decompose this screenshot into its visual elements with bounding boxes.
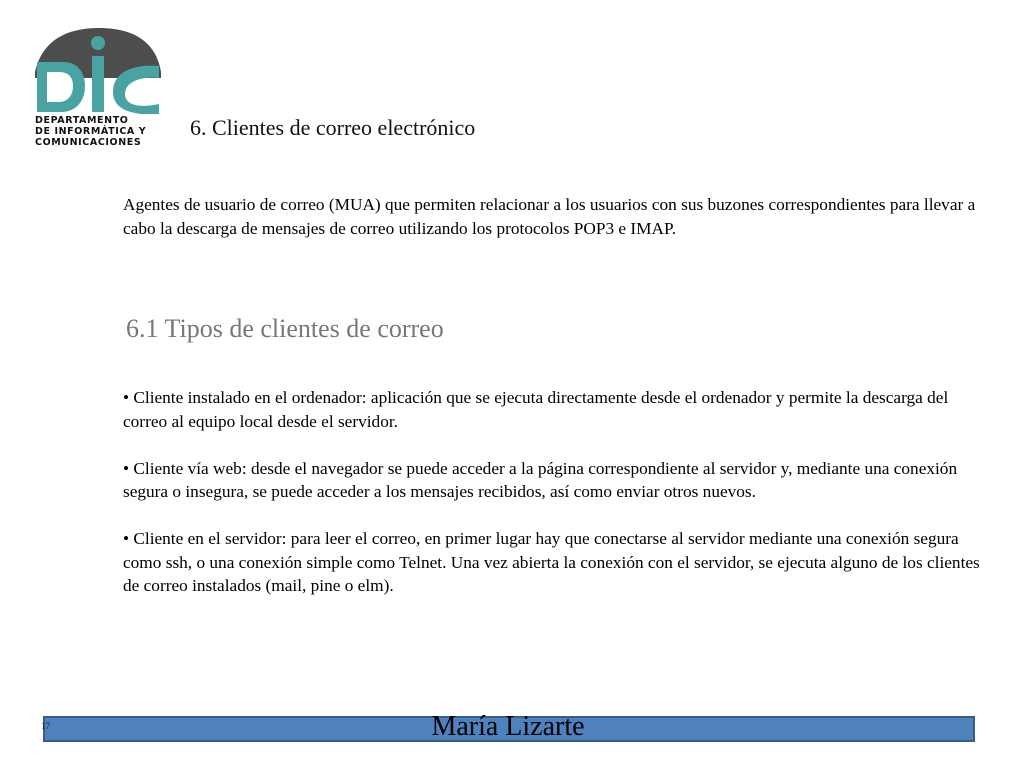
page-number: 17 xyxy=(41,721,50,731)
dic-logo-icon xyxy=(33,28,165,114)
list-item: • Cliente vía web: desde el navegador se puede acceder a la página correspondiente al servidor y, mediante una conexión segura o insegura, se puede acceder a los mensajes recibidos, así como enviar otros nuevos. xyxy=(123,458,958,501)
intro-paragraph: Agentes de usuario de correo (MUA) que permiten relacionar a los usuarios con sus buzones correspondientes para llevar a cabo la descarga de mensajes de correo utilizando los protocolos POP3 e IMAP. xyxy=(123,195,976,238)
section-subtitle: 6.1 Tipos de clientes de correo xyxy=(126,314,444,343)
client-types-list xyxy=(123,386,993,621)
logo-caption-line-1: DEPARTAMENTO xyxy=(35,115,129,126)
footer-author: María Lizarte xyxy=(431,711,585,742)
department-logo xyxy=(33,28,165,154)
logo-caption xyxy=(35,115,165,148)
list-item: • Cliente instalado en el ordenador: aplicación que se ejecuta directamente desde el ordenador y permite la descarga del correo al equipo local desde el servidor. xyxy=(123,388,949,431)
list-item: • Cliente en el servidor: para leer el correo, en primer lugar hay que conectarse al servidor mediante una conexión segura como ssh, o una conexión simple como Telnet. Una vez abierta la conexión con el servidor, se ejecuta alguno de los clientes de correo instalados (mail, pine o elm). xyxy=(123,529,980,595)
logo-caption-line-3: COMUNICACIONES xyxy=(35,137,142,148)
slide-title: 6. Clientes de correo electrónico xyxy=(190,115,476,140)
logo-caption-line-2: DE INFORMÁTICA Y xyxy=(35,126,147,137)
